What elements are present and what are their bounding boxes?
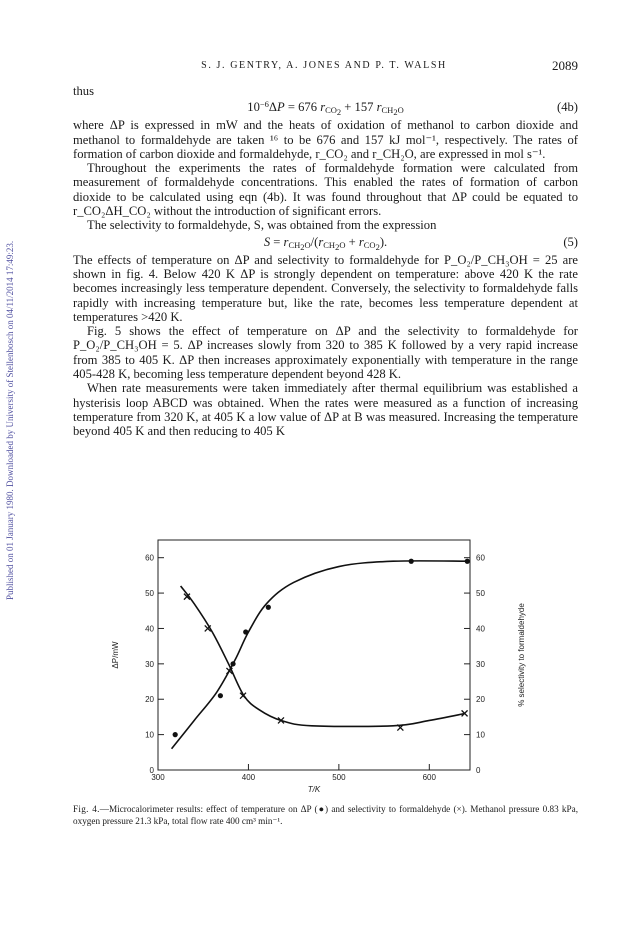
delta-p-point (218, 693, 223, 698)
equation-4b (73, 100, 578, 116)
figure-4-chart (100, 530, 560, 810)
figure-4 (100, 530, 560, 810)
caption-label: Fig. 4. (73, 804, 100, 814)
equation-5 (73, 235, 578, 251)
y-tick-label: 50 (145, 589, 154, 599)
y2-tick-label: 30 (476, 659, 485, 669)
delta-p-point (243, 629, 248, 634)
y2-tick-label: 60 (476, 553, 485, 563)
y2-axis-label: % selectivity to formaldehyde (517, 603, 526, 707)
y-tick-label: 0 (149, 766, 154, 775)
x-tick-label: 400 (241, 773, 256, 782)
thus-line: thus (73, 84, 94, 98)
equation-5-number: (5) (563, 234, 578, 249)
figure-caption (73, 803, 578, 827)
equation-4b-number: (4b) (557, 100, 578, 115)
y-tick-label: 60 (145, 553, 154, 563)
paragraph-2: Throughout the experiments the rates of formaldehyde formation were calculated from measurement of formaldehyde concentrations. This enabled the rates of formation of carbon dioxide to be calculated using eqn (4b). It was found throughout that ΔP could be equated to r_CO₂ΔH_CO₂ without the introduction of significant errors. (73, 161, 578, 219)
y2-tick-label: 40 (476, 624, 485, 634)
plot-frame (158, 540, 470, 770)
header-authors: S. J. GENTRY, A. JONES AND P. T. WALSH (201, 60, 447, 71)
axis-ticks (145, 554, 485, 782)
delta-p-point (173, 732, 178, 737)
y-tick-label: 20 (145, 695, 154, 705)
paragraph-4: The effects of temperature on ΔP and selectivity to formaldehyde for P_O₂/P_CH₃OH = 25 are shown in fig. 4. Below 420 K ΔP is strongly dependent on temperature: above 420 K the rate becomes increasingly less temperature dependent. Conversely, the selectivity to formaldehyde falls rapidly with increasing temperature but, like the rate, becomes less temperature dependent at temperatures >420 K. (73, 252, 578, 324)
selectivity-curve (181, 586, 466, 726)
paragraph-3: The selectivity to formaldehyde, S, was obtained from the expression (87, 218, 437, 233)
data-points (173, 559, 470, 738)
y2-tick-label: 20 (476, 695, 485, 705)
y-tick-label: 10 (145, 730, 154, 740)
paragraph-5: Fig. 5 shows the effect of temperature on ΔP and the selectivity to formaldehyde for P_O₂/P_CH₃OH = 5. ΔP increases slowly from 320 to 385 K followed by a very rapid increase from 385 to 405 K. ΔP then increases approximately exponentially with temperature in the range 405-428 K, becoming less temperature dependent beyond 428 K. (73, 324, 578, 382)
body-text (73, 84, 578, 439)
delta-p-point (409, 559, 414, 564)
delta-p-point (230, 661, 235, 666)
fitted-curves (172, 561, 469, 749)
x-axis-label: T/K (307, 785, 321, 794)
y2-tick-label: 0 (476, 766, 481, 775)
x-tick-label: 500 (332, 773, 346, 782)
delta-p-point (465, 559, 470, 564)
page-number: 2089 (552, 58, 578, 73)
y-tick-label: 30 (145, 659, 154, 669)
y2-tick-label: 10 (476, 730, 485, 740)
y2-tick-label: 50 (476, 589, 485, 599)
x-tick-label: 600 (422, 773, 436, 782)
paragraph-1: where ΔP is expressed in mW and the heats of oxidation of methanol to carbon dioxide and methanol to formaldehyde are taken ¹⁶ to be 676 and 157 kJ mol⁻¹, respectively. The rates of formation of carbon dioxide and formaldehyde, r_CO₂ and r_CH₂O, are expressed in mol s⁻¹. (73, 118, 578, 161)
equation-4b-body: $10^{-6}\Delta P = 676$ $r_{CO_2} + 157$ $r_{CH_2O}$ (247, 99, 404, 118)
download-notice (4, 130, 16, 600)
y-tick-label: 40 (145, 624, 154, 634)
y-axis-label: ΔP/mW (111, 641, 120, 669)
download-notice-text: Published on 01 January 1980. Downloaded by University of Stellenbosch on 04/11/2014 17:49:23. (5, 240, 15, 600)
x-tick-label: 300 (151, 773, 165, 782)
running-header (70, 58, 578, 74)
delta-p-point (266, 605, 271, 610)
equation-5-body: $S = r_{CH_2O}/(r_{CH_2O} + r_{CO_2})$. (263, 234, 388, 252)
paragraph-6: When rate measurements were taken immediately after thermal equilibrium was established a hysterisis loop ABCD was obtained. When the rates were measured as a function of increasing temperature from 320 K, at 405 K a low value of ΔP at B was measured. Increasing the temperature beyond 405 K and then reducing to 405 K (73, 381, 578, 439)
caption-text: —Microcalorimeter results: effect of temperature on ΔP (●) and selectivity to formaldehyde (×). Methanol pressure 0.83 kPa, oxygen pressure 21.3 kPa, total flow rate 400 cm³ min⁻¹. (73, 804, 578, 826)
delta-p-curve (172, 561, 469, 749)
